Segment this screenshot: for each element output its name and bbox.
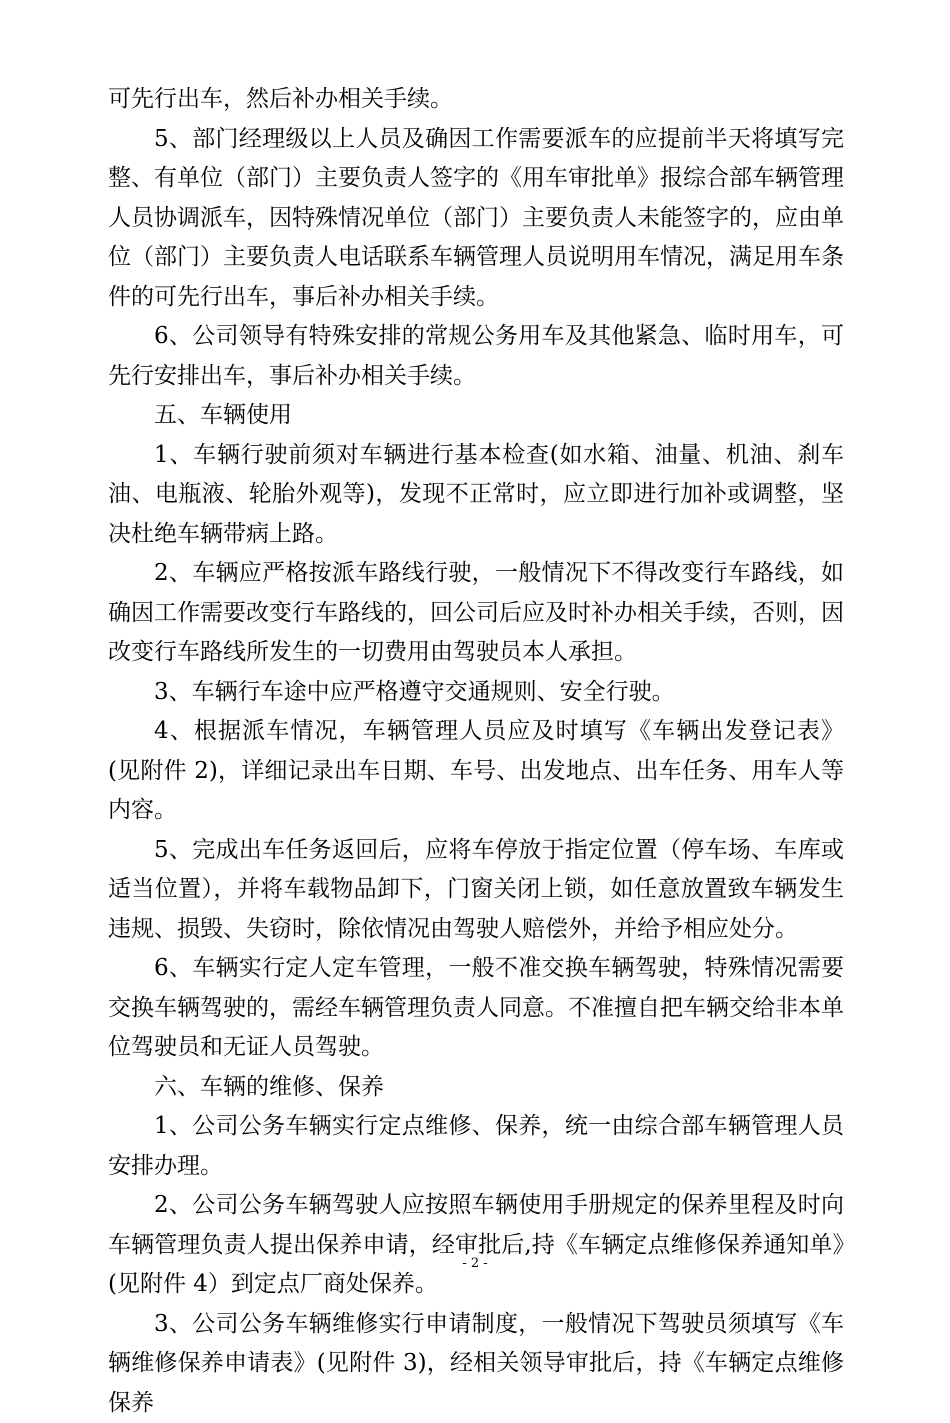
paragraph-use-6: 6、车辆实行定人定车管理，一般不准交换车辆驾驶，特殊情况需要交换车辆驾驶的，需经车辆管理负责人同意。不准擅自把车辆交给非本单位驾驶员和无证人员驾驶。 bbox=[108, 949, 844, 1068]
paragraph-use-3: 3、车辆行车途中应严格遵守交通规则、安全行驶。 bbox=[108, 673, 844, 713]
paragraph-item-5-dept-manager: 5、部门经理级以上人员及确因工作需要派车的应提前半天将填写完整、有单位（部门）主要负责人签字的《用车审批单》报综合部车辆管理人员协调派车，因特殊情况单位（部门）主要负责人未能签字的，应由单位（部门）主要负责人电话联系车辆管理人员说明用车情况，满足用车条件的可先行出车，事后补办相关手续。 bbox=[108, 120, 844, 318]
section-heading-vehicle-use: 五、车辆使用 bbox=[108, 396, 844, 436]
paragraph-use-1: 1、车辆行驶前须对车辆进行基本检查(如水箱、油量、机油、刹车油、电瓶液、轮胎外观等)，发现不正常时，应立即进行加补或调整，坚决杜绝车辆带病上路。 bbox=[108, 436, 844, 555]
paragraph-use-2: 2、车辆应严格按派车路线行驶，一般情况下不得改变行车路线，如确因工作需要改变行车路线的，回公司后应及时补办相关手续，否则，因改变行车路线所发生的一切费用由驾驶员本人承担。 bbox=[108, 554, 844, 673]
document-body bbox=[108, 80, 844, 1423]
paragraph-use-5: 5、完成出车任务返回后，应将车停放于指定位置（停车场、车库或适当位置），并将车载物品卸下，门窗关闭上锁，如任意放置致车辆发生违规、损毁、失窃时，除依情况由驾驶人赔偿外，并给予相应处分。 bbox=[108, 831, 844, 950]
paragraph-item-6-leadership: 6、公司领导有特殊安排的常规公务用车及其他紧急、临时用车，可先行安排出车，事后补办相关手续。 bbox=[108, 317, 844, 396]
paragraph-maintenance-1: 1、公司公务车辆实行定点维修、保养，统一由综合部车辆管理人员安排办理。 bbox=[108, 1107, 844, 1186]
paragraph-continuation: 可先行出车，然后补办相关手续。 bbox=[108, 80, 844, 120]
paragraph-maintenance-2: 2、公司公务车辆驾驶人应按照车辆使用手册规定的保养里程及时向车辆管理负责人提出保养申请，经审批后,持《车辆定点维修保养通知单》(见附件 4）到定点厂商处保养。 bbox=[108, 1186, 844, 1305]
section-heading-maintenance: 六、车辆的维修、保养 bbox=[108, 1068, 844, 1108]
paragraph-use-4: 4、根据派车情况，车辆管理人员应及时填写《车辆出发登记表》(见附件 2)，详细记录出车日期、车号、出发地点、出车任务、用车人等内容。 bbox=[108, 712, 844, 831]
page-number: - 2 - bbox=[0, 1256, 950, 1271]
paragraph-maintenance-3: 3、公司公务车辆维修实行申请制度，一般情况下驾驶员须填写《车辆维修保养申请表》(见附件 3)，经相关领导审批后，持《车辆定点维修保养 bbox=[108, 1305, 844, 1423]
